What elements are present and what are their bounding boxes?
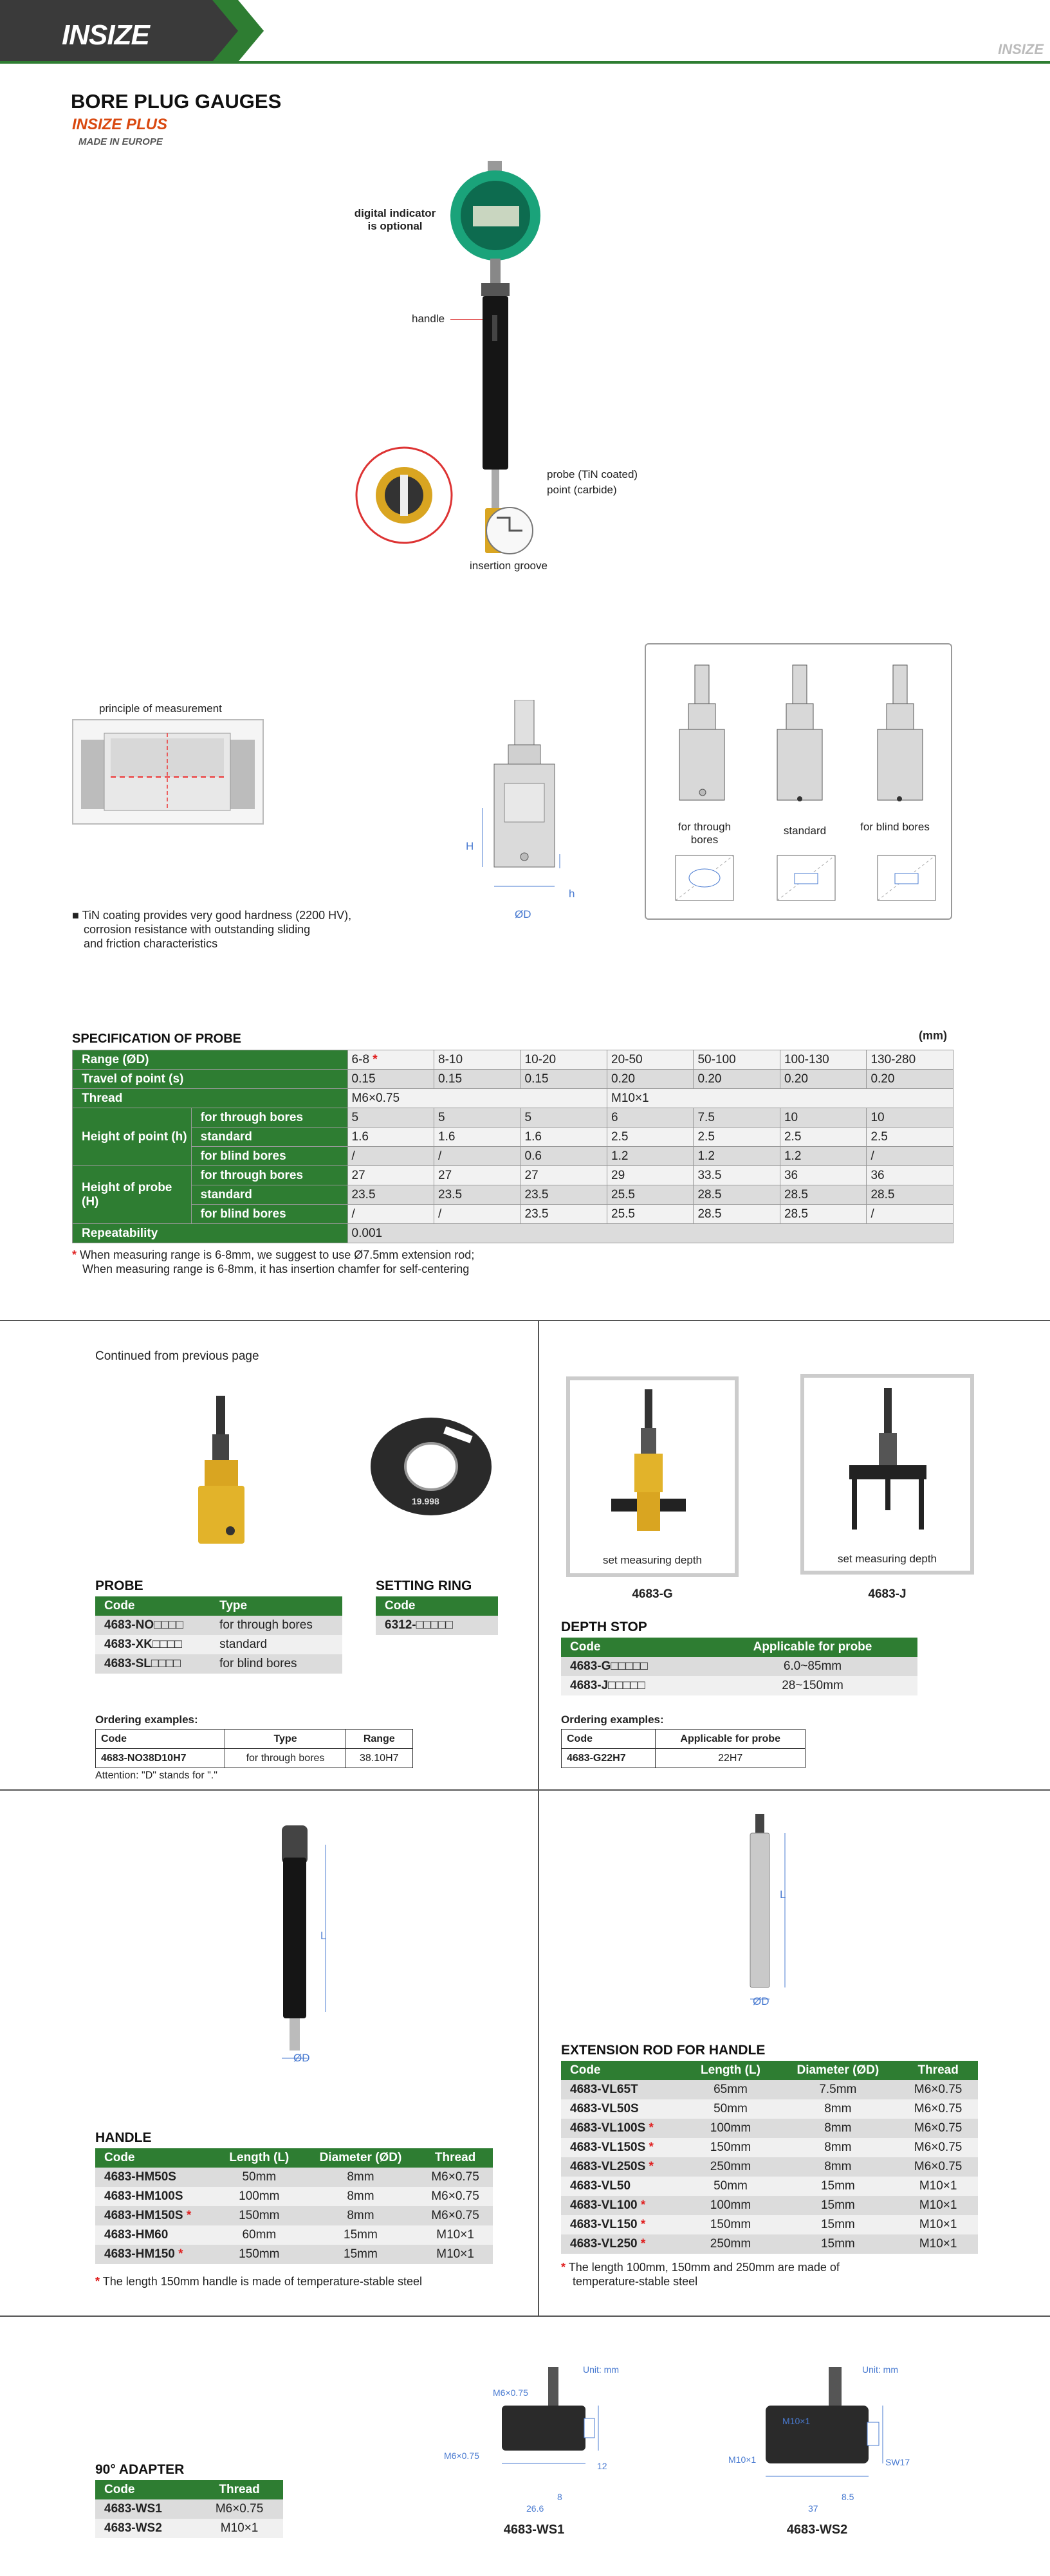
travel-cell: 0.20 xyxy=(867,1070,953,1089)
travel-cell: 0.20 xyxy=(607,1070,694,1089)
divider xyxy=(0,1789,1050,1791)
table-row: 4683-SL□□□□ for blind bores xyxy=(95,1654,342,1674)
ordering-table-2: Code Applicable for probe 4683-G22H7 22H7 xyxy=(561,1729,806,1768)
cell: 1.6 xyxy=(520,1128,607,1147)
dim-label: M6×0.75 xyxy=(444,2451,479,2461)
dim-d-label: ØD xyxy=(293,2052,310,2064)
probe-dimension-drawing xyxy=(463,700,585,918)
thread-cell: M6×0.75 xyxy=(347,1089,607,1108)
col-header: Type xyxy=(210,1596,342,1616)
adapter-code-1: 4683-WS1 xyxy=(503,2523,565,2537)
adapter-ws2-drawing xyxy=(759,2367,888,2496)
cell: 2.5 xyxy=(867,1128,953,1147)
dim-label: SW17 xyxy=(885,2457,910,2467)
cell: 28.5 xyxy=(780,1185,866,1205)
cell: 23.5 xyxy=(520,1185,607,1205)
table-row: 4683-VL100S * 100mm 8mm M6×0.75 xyxy=(561,2119,978,2138)
dim-label: 26.6 xyxy=(526,2503,544,2514)
cell: 36 xyxy=(780,1166,866,1185)
table-row: 4683-NO□□□□ for through bores xyxy=(95,1616,342,1635)
range-cell: 6-8 * xyxy=(347,1050,434,1070)
header-green-line xyxy=(0,61,1050,64)
sub-label: standard xyxy=(191,1185,347,1205)
cell: 1.2 xyxy=(694,1147,780,1166)
dim-label: 8.5 xyxy=(842,2492,854,2502)
cell: 10 xyxy=(780,1108,866,1128)
handle-table: Code Length (L) Diameter (ØD) Thread 4683-HM50S 50mm 8mm M6×0.75 4683-HM100S 100mm 8mm M6×0.75 4683-HM150S * 150mm 8mm M6×0.75 4683-HM60 60mm 15mm M10×1 4683-HM150 * 150mm 15mm M10×1 xyxy=(95,2148,493,2264)
travel-cell: 0.15 xyxy=(434,1070,520,1089)
cell: 27 xyxy=(520,1166,607,1185)
cell: 2.5 xyxy=(780,1128,866,1147)
cell: 28.5 xyxy=(780,1205,866,1224)
cell: 29 xyxy=(607,1166,694,1185)
range-cell: 20-50 xyxy=(607,1050,694,1070)
ring-value: 19.998 xyxy=(412,1496,439,1506)
range-cell: 50-100 xyxy=(694,1050,780,1070)
probe-table-title: PROBE xyxy=(95,1578,143,1593)
table-row: 4683-VL50S 50mm 8mm M6×0.75 xyxy=(561,2099,978,2119)
height-probe-label: Height of probe (H) xyxy=(73,1166,192,1224)
adapter-code-2: 4683-WS2 xyxy=(786,2523,848,2537)
cell: 25.5 xyxy=(607,1205,694,1224)
divider xyxy=(0,2316,1050,2317)
travel-cell: 0.15 xyxy=(347,1070,434,1089)
travel-cell: 0.20 xyxy=(780,1070,866,1089)
continued-note: Continued from previous page xyxy=(95,1349,259,1363)
attention-note: Attention: "D" stands for "." xyxy=(95,1770,217,1781)
cell: 1.2 xyxy=(607,1147,694,1166)
spec-table xyxy=(72,1050,953,1243)
cell: 10 xyxy=(867,1108,953,1128)
dim-l-label: L xyxy=(320,1930,327,1942)
dim-label: 8 xyxy=(557,2492,562,2502)
depth-stop-j-photo xyxy=(836,1388,939,1536)
cell: 6 xyxy=(607,1108,694,1128)
handle-leader xyxy=(450,319,483,320)
cell: 1.6 xyxy=(347,1128,434,1147)
probe-detail-circle xyxy=(353,444,456,547)
height-point-label: Height of point (h) xyxy=(73,1108,192,1166)
page-header xyxy=(0,0,1050,63)
dim-label: M6×0.75 xyxy=(493,2388,528,2398)
table-row: 4683-WS1 M6×0.75 xyxy=(95,2499,283,2519)
cell: 28.5 xyxy=(694,1205,780,1224)
cell: / xyxy=(867,1205,953,1224)
principle-label: principle of measurement xyxy=(99,702,222,715)
extension-title: EXTENSION ROD FOR HANDLE xyxy=(561,2043,766,2058)
cell: 0.6 xyxy=(520,1147,607,1166)
principle-diagram xyxy=(72,719,264,825)
table-row: 4683-NO38D10H7 for through bores 38.10H7 xyxy=(96,1749,413,1768)
handle-note: * The length 150mm handle is made of temperature-stable steel xyxy=(95,2275,422,2288)
dim-h-label: H xyxy=(466,840,474,852)
range-cell: 100-130 xyxy=(780,1050,866,1070)
table-row: 4683-XK□□□□ standard xyxy=(95,1635,342,1654)
table-row: 4683-WS2 M10×1 xyxy=(95,2519,283,2538)
cell: / xyxy=(867,1147,953,1166)
table-row: 4683-VL150 * 150mm 15mm M10×1 xyxy=(561,2215,978,2234)
cell: 28.5 xyxy=(694,1185,780,1205)
adapter-table: Code Thread 4683-WS1 M6×0.75 4683-WS2 M10×1 xyxy=(95,2480,283,2538)
spec-title: SPECIFICATION OF PROBE xyxy=(72,1032,241,1046)
cell: 1.6 xyxy=(434,1128,520,1147)
unit-label: Unit: mm xyxy=(583,2364,619,2375)
probe-label: probe (TiN coated) xyxy=(547,468,638,480)
depth-code-1: 4683-G xyxy=(632,1587,673,1601)
depth-caption-2: set measuring depth xyxy=(837,1553,937,1565)
repeat-cell: 0.001 xyxy=(347,1224,953,1243)
cell: 33.5 xyxy=(694,1166,780,1185)
adapter-title: 90° ADAPTER xyxy=(95,2462,185,2477)
type-standard-label: standard xyxy=(783,825,827,837)
adapter-ws1-drawing xyxy=(489,2367,605,2496)
cell: 27 xyxy=(347,1166,434,1185)
sub-label: for blind bores xyxy=(191,1147,347,1166)
travel-cell: 0.15 xyxy=(520,1070,607,1089)
cell: 1.2 xyxy=(780,1147,866,1166)
header-arrow-icon xyxy=(193,0,264,62)
table-row: 4683-G22H7 22H7 xyxy=(562,1749,806,1768)
cell: 5 xyxy=(347,1108,434,1128)
range-label: Range (ØD) xyxy=(73,1050,348,1070)
depth-table: Code Applicable for probe 4683-G□□□□□ 6.0~85mm 4683-J□□□□□ 28~150mm xyxy=(561,1638,917,1695)
probe-table xyxy=(95,1596,342,1674)
depth-caption-1: set measuring depth xyxy=(602,1554,703,1566)
cell: 25.5 xyxy=(607,1185,694,1205)
cell: 23.5 xyxy=(520,1205,607,1224)
dim-d-label: ØD xyxy=(753,1995,769,2007)
table-row: 4683-VL150S * 150mm 8mm M6×0.75 xyxy=(561,2138,978,2157)
cell: 28.5 xyxy=(867,1185,953,1205)
sub-label: for blind bores xyxy=(191,1205,347,1224)
extension-rod-photo xyxy=(740,1814,798,2007)
dim-label: 37 xyxy=(808,2503,818,2514)
table-row: 4683-HM150S * 150mm 8mm M6×0.75 xyxy=(95,2206,493,2225)
extension-note: * The length 100mm, 150mm and 250mm are made of temperature-stable steel xyxy=(561,2261,840,2288)
table-row: 4683-HM50S 50mm 8mm M6×0.75 xyxy=(95,2168,493,2187)
setting-ring-title: SETTING RING xyxy=(376,1578,472,1593)
table-row: 6312-□□□□□ xyxy=(376,1616,498,1635)
made-in-europe: MADE IN EUROPE xyxy=(78,136,163,147)
col-header: Code xyxy=(95,1596,210,1616)
probe-types-drawing xyxy=(669,659,939,813)
probe-photo xyxy=(187,1396,257,1550)
ring-table xyxy=(376,1596,498,1635)
cell: / xyxy=(434,1147,520,1166)
handle-title: HANDLE xyxy=(95,2130,152,2145)
table-row: 4683-VL250 * 250mm 15mm M10×1 xyxy=(561,2234,978,2254)
range-cell: 8-10 xyxy=(434,1050,520,1070)
table-row: 4683-HM60 60mm 15mm M10×1 xyxy=(95,2225,493,2245)
indicator-label: digital indicator is optional xyxy=(354,207,436,232)
cell: 36 xyxy=(867,1166,953,1185)
cell: 2.5 xyxy=(694,1128,780,1147)
handle-photo xyxy=(270,1819,347,2063)
dim-label: M10×1 xyxy=(728,2454,757,2465)
cell: 23.5 xyxy=(347,1185,434,1205)
point-label: point (carbide) xyxy=(547,484,617,496)
divider xyxy=(0,1320,1050,1321)
travel-cell: 0.20 xyxy=(694,1070,780,1089)
range-cell: 130-280 xyxy=(867,1050,953,1070)
cell: 7.5 xyxy=(694,1108,780,1128)
sub-label: standard xyxy=(191,1128,347,1147)
col-header: Code xyxy=(376,1596,498,1616)
dim-l-label: L xyxy=(780,1888,786,1901)
insize-logo: INSIZE xyxy=(62,19,149,51)
cell: 2.5 xyxy=(607,1128,694,1147)
repeat-label: Repeatability xyxy=(73,1224,348,1243)
cell: 23.5 xyxy=(434,1185,520,1205)
cell: 27 xyxy=(434,1166,520,1185)
cell: 5 xyxy=(434,1108,520,1128)
sub-label: for through bores xyxy=(191,1166,347,1185)
cell: / xyxy=(347,1205,434,1224)
extension-table: Code Length (L) Diameter (ØD) Thread 4683-VL65T 65mm 7.5mm M6×0.75 4683-VL50S 50mm 8mm M6×0.75 4683-VL100S * 100mm 8mm M6×0.75 4683-VL150S * 150mm 8mm M6×0.75 4683-VL250S * 250mm 8mm M6×0.75 4683-VL50 50mm 15mm M10×1 4683-VL100 * 100mm 15mm M10×1 4683-VL150 * 150mm 15mm M10×1 4683-VL250 * 250mm 15mm M10×1 xyxy=(561,2061,978,2254)
dim-small-h-label: h xyxy=(569,888,575,900)
insize-logo-small: INSIZE xyxy=(998,41,1044,57)
insertion-groove-circle xyxy=(484,505,535,556)
table-row: 4683-J□□□□□ 28~150mm xyxy=(561,1676,917,1695)
sub-label: for through bores xyxy=(191,1108,347,1128)
dim-label: 12 xyxy=(597,2461,607,2471)
divider xyxy=(538,1320,539,2317)
type-through-label: for through bores xyxy=(677,821,732,846)
handle-label: handle xyxy=(412,313,445,325)
table-row: 4683-HM150 * 150mm 15mm M10×1 xyxy=(95,2245,493,2264)
cell: 5 xyxy=(520,1108,607,1128)
range-cell: 10-20 xyxy=(520,1050,607,1070)
tin-note: ■ TiN coating provides very good hardness (2200 HV), corrosion resistance with outstanding sliding and friction characteristics xyxy=(72,909,352,950)
travel-label: Travel of point (s) xyxy=(73,1070,348,1089)
thread-cell: M10×1 xyxy=(607,1089,953,1108)
table-row: 4683-VL50 50mm 15mm M10×1 xyxy=(561,2177,978,2196)
ordering-table: Code Type Range 4683-NO38D10H7 for through bores 38.10H7 xyxy=(95,1729,413,1768)
spec-note: * When measuring range is 6-8mm, we suggest to use Ø7.5mm extension rod; When measuring range is 6-8mm, it has insertion chamfer for self-centering xyxy=(72,1248,475,1275)
page-title: BORE PLUG GAUGES xyxy=(71,90,282,113)
table-row: 4683-VL100 * 100mm 15mm M10×1 xyxy=(561,2196,978,2215)
cell: / xyxy=(347,1147,434,1166)
table-row: 4683-VL250S * 250mm 8mm M6×0.75 xyxy=(561,2157,978,2177)
spec-unit: (mm) xyxy=(919,1029,947,1042)
unit-label: Unit: mm xyxy=(862,2364,898,2375)
depth-stop-title: DEPTH STOP xyxy=(561,1620,647,1634)
type-blind-label: for blind bores xyxy=(860,821,930,833)
table-row: 4683-HM100S 100mm 8mm M6×0.75 xyxy=(95,2187,493,2206)
cell: / xyxy=(434,1205,520,1224)
brand-logo: INSIZE PLUS xyxy=(72,116,168,133)
ordering-title: Ordering examples: xyxy=(561,1713,664,1726)
table-row: 4683-G□□□□□ 6.0~85mm xyxy=(561,1657,917,1676)
dim-d-label: ØD xyxy=(515,908,531,920)
thread-label: Thread xyxy=(73,1089,348,1108)
depth-code-2: 4683-J xyxy=(868,1587,907,1601)
bore-sections xyxy=(669,854,939,906)
depth-stop-g-photo xyxy=(592,1389,708,1544)
groove-label: insertion groove xyxy=(470,560,548,572)
table-row: 4683-VL65T 65mm 7.5mm M6×0.75 xyxy=(561,2080,978,2099)
dim-label: M10×1 xyxy=(782,2416,811,2426)
ordering-title: Ordering examples: xyxy=(95,1713,198,1726)
